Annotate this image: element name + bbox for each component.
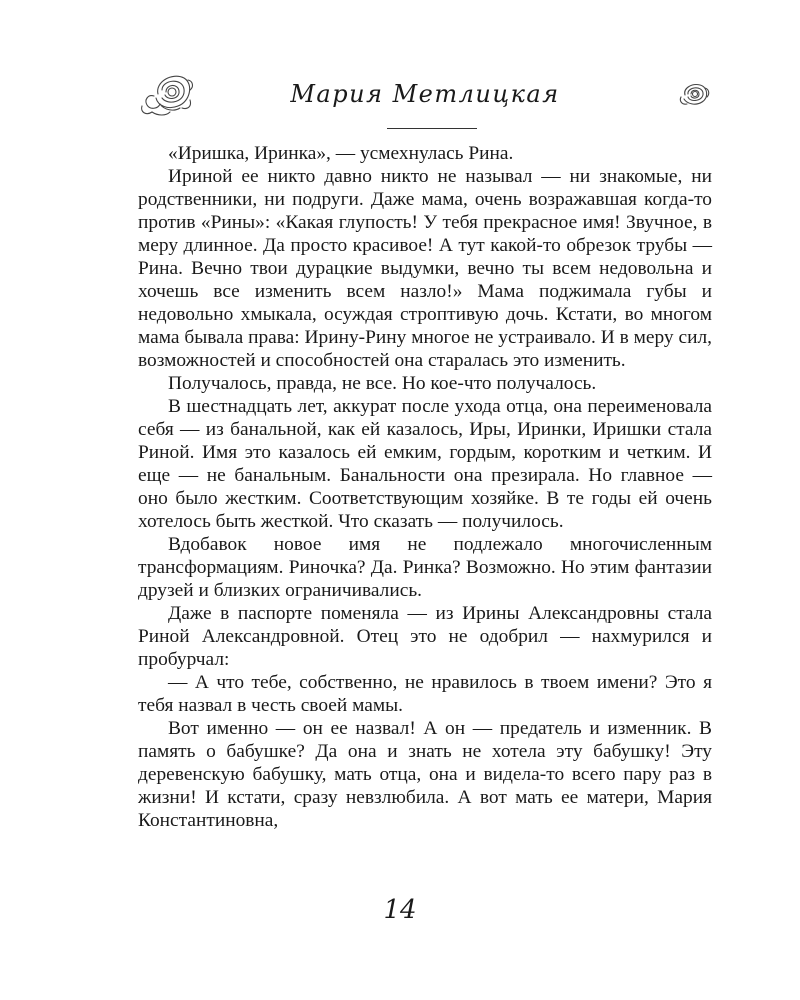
rose-ornament-right-icon xyxy=(678,82,712,108)
paragraph: Ириной ее никто давно никто не называл — ни знакомые, ни родственники, ни подруги. Даже мама, очень возражавшая когда-то против «Рины»: «Какая глупость! У тебя прекрасное имя! Звучное, в меру длинное. Да просто красивое! А тут какой-то обрезок трубы — Рина. Вечно твои дурацкие выдумки, вечно ты всем недовольна и хочешь все изменить всем назло!» Мама поджимала губы и недовольно хмыкала, осуждая строптивую дочь. Кстати, во многом мама бывала права: Ирину-Рину многое не устраивало. И в меру сил, возможностей и способностей она старалась это изменить. xyxy=(138,166,712,371)
author-name: Мария Метлицкая xyxy=(290,80,560,108)
body-text xyxy=(138,142,712,832)
paragraph: «Иришка, Иринка», — усмехнулась Рина. xyxy=(168,143,514,164)
running-header xyxy=(130,68,720,138)
paragraph: Вдобавок новое имя не подлежало многочисленным трансформациям. Риночка? Да. Ринка? Возможно. Но этим фантазии друзей и близких ограничивались. xyxy=(138,534,712,601)
page-number: 14 xyxy=(383,895,417,925)
paragraph: Получалось, правда, не все. Но кое-что получалось. xyxy=(168,373,597,394)
header-rule xyxy=(387,128,477,129)
paragraph: Вот именно — он ее назвал! А он — предатель и изменник. В память о бабушке? Да она и знать не хотела эту бабушку! Эту деревенскую бабушку, мать отца, она и видела-то всего пару раз в жизни! И кстати, сразу невзлюбила. А вот мать ее матери, Мария Константиновна, xyxy=(138,718,712,831)
paragraph: — А что тебе, собственно, не нравилось в твоем имени? Это я тебя назвал в честь своей мамы. xyxy=(138,672,712,716)
paragraph: В шестнадцать лет, аккурат после ухода отца, она переименовала себя — из банальной, как ей казалось, Иры, Иринки, Иришки стала Риной. Имя это казалось ей емким, гордым, коротким и четким. И еще — не банальным. Банальности она презирала. Но главное — оно было жестким. Соответствующим хозяйке. В те годы ей очень хотелось быть жесткой. Что сказать — получилось. xyxy=(138,396,712,532)
paragraph: Даже в паспорте поменяла — из Ирины Александровны стала Риной Александровной. Отец это не одобрил — нахмурился и пробурчал: xyxy=(138,603,712,670)
